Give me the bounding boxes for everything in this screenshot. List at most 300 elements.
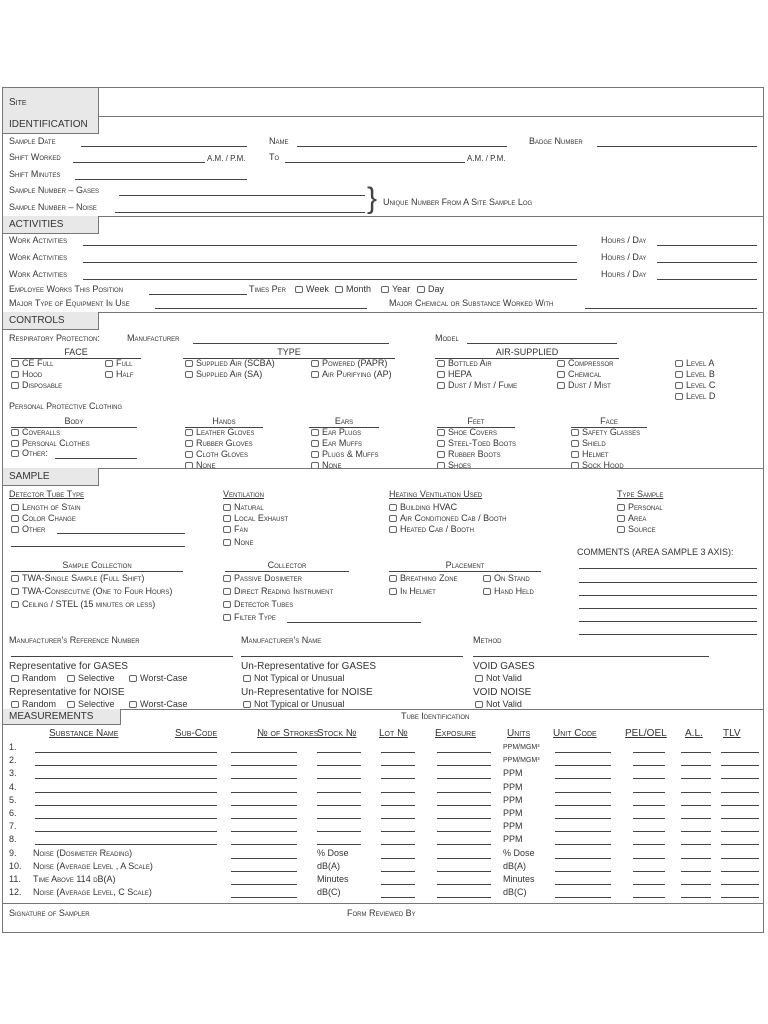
ears-option-3-label: None [322, 460, 342, 470]
work-activities-field[interactable] [83, 262, 577, 263]
checkbox-icon [675, 371, 683, 378]
name-label: Name [269, 136, 289, 146]
collection-option-1[interactable] [11, 586, 172, 597]
ventilation-option-0-label: Natural [234, 502, 264, 512]
row-field[interactable] [35, 818, 217, 819]
row-field[interactable] [633, 884, 665, 885]
row-field[interactable] [437, 871, 491, 872]
column-header-strokes: № of Strokes [257, 728, 319, 739]
checkbox-icon [11, 504, 19, 511]
level-option-3[interactable] [675, 391, 715, 402]
collector-option-1[interactable] [223, 586, 333, 597]
face-ppe-title: Face [571, 416, 647, 428]
row-number: 8. [9, 834, 17, 845]
row-field[interactable] [721, 871, 759, 872]
row-field[interactable] [721, 765, 759, 766]
hours-day-field[interactable] [657, 262, 757, 263]
checkbox-icon [185, 429, 193, 436]
row-field[interactable] [555, 752, 611, 753]
row-field[interactable] [35, 752, 217, 753]
checkbox-icon [223, 504, 231, 511]
rep-gases-random[interactable]: Random [11, 673, 56, 684]
row-field[interactable] [381, 831, 415, 832]
checkbox-icon [67, 675, 75, 682]
equipment-label: Major Type of Equipment In Use [9, 298, 130, 308]
row-field[interactable] [35, 805, 217, 806]
unrep-noise-not-typical[interactable]: Not Typical or Unusual [243, 699, 344, 710]
row-field[interactable] [231, 765, 297, 766]
placement-b-option-0-label: On Stand [494, 573, 530, 583]
detector-option-2[interactable] [11, 524, 45, 535]
feet-option-1[interactable] [437, 438, 516, 449]
row-field[interactable] [231, 871, 297, 872]
air-option-2[interactable] [437, 380, 517, 391]
type-sample-title: Type Sample [617, 489, 664, 499]
collector-option-0[interactable] [223, 573, 302, 584]
ears-option-3[interactable] [311, 460, 342, 471]
body-option-0[interactable] [11, 427, 60, 438]
void-gases-not-valid[interactable]: Not Valid [475, 673, 522, 684]
filter-type-field[interactable] [287, 622, 421, 623]
checkbox-icon [105, 360, 113, 367]
shift-minutes-field[interactable] [75, 179, 247, 180]
placement-option-0[interactable] [389, 573, 458, 584]
ventilation-option-2[interactable] [223, 524, 248, 535]
badge-number-field[interactable] [597, 146, 757, 147]
row-field[interactable] [35, 778, 217, 779]
mfr-ref-label: Manufacturer's Reference Number [9, 635, 140, 645]
rep-noise-random[interactable]: Random [11, 699, 56, 710]
column-header-exposure: Exposure [435, 728, 476, 739]
placement-option-1-label: In Helmet [400, 586, 436, 596]
row-stock-label: % Dose [317, 847, 349, 858]
row-field[interactable] [633, 778, 665, 779]
other-field[interactable] [55, 458, 137, 459]
face-ppe-option-2[interactable] [571, 449, 609, 460]
heating-option-1[interactable] [389, 513, 507, 524]
mfr-name-field[interactable] [241, 656, 463, 657]
row-field[interactable] [231, 884, 297, 885]
row-field[interactable] [633, 765, 665, 766]
air-b-option-1[interactable] [557, 369, 601, 380]
column-header-lot: Lot № [379, 728, 408, 739]
row-field[interactable] [381, 858, 415, 859]
hands-option-1[interactable] [185, 438, 253, 449]
row-field[interactable] [633, 871, 665, 872]
row-field[interactable] [35, 831, 217, 832]
placement-title: Placement [389, 560, 541, 572]
row-units: PPM/MGM³ [503, 757, 540, 765]
row-units: PPM [503, 808, 523, 818]
comment-line[interactable] [579, 634, 757, 635]
row-field[interactable] [681, 844, 711, 845]
ventilation-option-3[interactable] [223, 537, 254, 548]
work-activities-field[interactable] [83, 279, 577, 280]
air-b-option-2[interactable] [557, 380, 611, 391]
times-per-year[interactable]: Year [381, 284, 410, 295]
row-field[interactable] [437, 884, 491, 885]
row-field[interactable] [317, 818, 361, 819]
row-field[interactable] [437, 844, 491, 845]
row-field[interactable] [681, 897, 711, 898]
row-field[interactable] [437, 765, 491, 766]
row-field[interactable] [721, 844, 759, 845]
to-field[interactable] [285, 162, 465, 163]
times-per-week[interactable]: Week [295, 284, 329, 295]
face-title: FACE [11, 347, 141, 359]
row-field[interactable] [633, 897, 665, 898]
name-field[interactable] [297, 146, 507, 147]
body-title: Body [11, 416, 137, 428]
face-option-0[interactable] [11, 358, 54, 369]
row-field[interactable] [633, 844, 665, 845]
air-option-2-label: Dust / Mist / Fume [448, 380, 518, 390]
placement-option-0-label: Breathing Zone [400, 573, 458, 583]
type-sample-option-0[interactable] [617, 502, 663, 513]
collection-option-0[interactable] [11, 573, 144, 584]
row-field[interactable] [555, 818, 611, 819]
row-field[interactable] [633, 752, 665, 753]
row-field[interactable] [35, 844, 217, 845]
air-b-option-0[interactable] [557, 358, 614, 369]
placement-b-option-0[interactable] [483, 573, 530, 584]
face-option-2[interactable] [11, 380, 62, 391]
row-field[interactable] [681, 831, 711, 832]
row-field[interactable] [555, 765, 611, 766]
tube-identification-label: Tube Identification [401, 711, 470, 721]
row-field[interactable] [555, 805, 611, 806]
rep-noise-worst-case[interactable]: Worst-Case [129, 699, 187, 710]
checkbox-icon [223, 601, 231, 608]
row-field[interactable] [721, 805, 759, 806]
collector-option-2[interactable] [223, 599, 293, 610]
feet-option-0[interactable] [437, 427, 497, 438]
row-field[interactable] [437, 818, 491, 819]
row-field[interactable] [437, 752, 491, 753]
row-field[interactable] [381, 805, 415, 806]
hours-day-field[interactable] [657, 279, 757, 280]
checkbox-icon [223, 588, 231, 595]
air-option-0[interactable] [437, 358, 492, 369]
row-field[interactable] [681, 765, 711, 766]
checkbox-icon [11, 601, 19, 608]
face-option-1[interactable] [11, 369, 42, 380]
unrep-gases-not-typical[interactable]: Not Typical or Unusual [243, 673, 344, 684]
face-ppe-option-1[interactable] [571, 438, 606, 449]
badge-number-label: Badge Number [529, 136, 583, 146]
row-field[interactable] [231, 844, 297, 845]
row-number: 12. [9, 887, 22, 898]
rep-noise-selective[interactable]: Selective [67, 699, 115, 710]
air-option-1[interactable] [437, 369, 472, 380]
row-field[interactable] [381, 778, 415, 779]
void-noise-not-valid[interactable]: Not Valid [475, 699, 522, 710]
detector-option-0[interactable] [11, 502, 81, 513]
sample-date-field[interactable] [81, 146, 247, 147]
ventilation-option-3-label: None [234, 537, 254, 547]
void-gases-label: VOID GASES [473, 661, 535, 672]
hands-option-2[interactable] [185, 449, 248, 460]
detector-option-0-label: Length of Stain [22, 502, 81, 512]
row-name: Noise (Average Level , A Scale) [33, 860, 153, 871]
row-field[interactable] [381, 884, 415, 885]
ventilation-option-1[interactable] [223, 513, 288, 524]
row-field[interactable] [381, 844, 415, 845]
face-fit-option-0[interactable] [105, 358, 133, 369]
row-field[interactable] [35, 792, 217, 793]
sample-gases-label: Sample Number – Gases [9, 185, 100, 195]
row-field[interactable] [437, 897, 491, 898]
detector-other-field[interactable] [57, 533, 185, 534]
row-field[interactable] [231, 805, 297, 806]
checkbox-icon [437, 371, 445, 378]
type-option-0-label: Supplied Air (SCBA) [196, 358, 275, 368]
mfr-ref-field[interactable] [11, 656, 233, 657]
hands-option-3[interactable] [185, 460, 216, 471]
row-units: PPM/MGM³ [503, 744, 540, 751]
row-field[interactable] [231, 792, 297, 793]
row-field[interactable] [231, 818, 297, 819]
row-field[interactable] [231, 831, 297, 832]
row-field[interactable] [437, 778, 491, 779]
row-field[interactable] [681, 818, 711, 819]
checkbox-icon [11, 526, 19, 533]
detector-title: Detector Tube Type [9, 489, 85, 499]
controls-header: CONTROLS [3, 312, 99, 330]
employee-works-field[interactable] [149, 294, 247, 295]
model-field[interactable] [467, 343, 617, 344]
face-option-0-label: CE Full [22, 358, 54, 368]
row-field[interactable] [437, 792, 491, 793]
row-field[interactable] [555, 778, 611, 779]
am-pm-label: A.M. / P.M. [207, 154, 246, 163]
detector-option-1-label: Color Change [22, 513, 76, 523]
column-header-tlv: TLV [723, 728, 741, 739]
row-field[interactable] [437, 805, 491, 806]
row-units: PPM [503, 834, 523, 845]
work-activities-label: Work Activities [9, 235, 68, 245]
detector-option-1[interactable] [11, 513, 76, 524]
detector-other-field-2[interactable] [11, 546, 185, 547]
row-field[interactable] [633, 818, 665, 819]
type-b-option-0[interactable] [311, 358, 387, 369]
face-ppe-option-2-label: Helmet [582, 449, 609, 459]
comment-line[interactable] [579, 608, 757, 609]
row-stock-label: dB(C) [317, 887, 341, 898]
checkbox-icon [437, 360, 445, 367]
row-field[interactable] [35, 765, 217, 766]
row-field[interactable] [231, 778, 297, 779]
checkbox-icon [557, 382, 565, 389]
other-option[interactable]: Other: [11, 448, 48, 459]
feet-option-2[interactable] [437, 449, 501, 460]
type-sample-option-0-label: Personal [628, 502, 663, 512]
row-field[interactable] [721, 831, 759, 832]
ventilation-title: Ventilation [223, 489, 264, 499]
row-field[interactable] [721, 818, 759, 819]
checkbox-icon [223, 575, 231, 582]
hands-option-1-label: Rubber Gloves [196, 438, 253, 448]
row-field[interactable] [437, 858, 491, 859]
ears-option-2[interactable] [311, 449, 379, 460]
checkbox-icon [675, 393, 683, 400]
row-field[interactable] [681, 752, 711, 753]
heating-option-0[interactable] [389, 502, 457, 513]
row-units: dB(A) [503, 860, 527, 871]
level-option-2[interactable] [675, 380, 715, 391]
checkbox-icon [617, 504, 625, 511]
hours-day-field[interactable] [657, 245, 757, 246]
type-sample-option-1[interactable] [617, 513, 646, 524]
row-field[interactable] [317, 844, 361, 845]
work-activities-field[interactable] [83, 245, 577, 246]
heating-option-2[interactable] [389, 524, 474, 535]
am-pm-label-2: A.M. / P.M. [467, 154, 506, 163]
rep-gases-worst-case[interactable]: Worst-Case [129, 673, 187, 684]
checkbox-icon [11, 588, 19, 595]
row-field[interactable] [721, 858, 759, 859]
hands-option-0[interactable] [185, 427, 254, 438]
row-field[interactable] [381, 765, 415, 766]
row-field[interactable] [721, 752, 759, 753]
row-field[interactable] [681, 871, 711, 872]
row-field[interactable] [681, 884, 711, 885]
ears-option-1[interactable] [311, 438, 362, 449]
row-units: % Dose [503, 847, 535, 858]
ventilation-option-0[interactable] [223, 502, 264, 513]
level-option-2-label: Level C [686, 380, 716, 390]
row-field[interactable] [721, 778, 759, 779]
row-field[interactable] [317, 831, 361, 832]
row-field[interactable] [381, 897, 415, 898]
row-field[interactable] [231, 897, 297, 898]
row-field[interactable] [317, 778, 361, 779]
type-b-option-1[interactable] [311, 369, 392, 380]
sample-gases-field[interactable] [119, 195, 365, 196]
site-label: Site [3, 88, 99, 117]
shift-worked-field[interactable] [73, 162, 205, 163]
checkbox-icon [571, 440, 579, 447]
row-field[interactable] [555, 871, 611, 872]
collection-option-2[interactable] [11, 599, 155, 610]
row-field[interactable] [681, 805, 711, 806]
row-field[interactable] [317, 752, 361, 753]
sample-noise-label: Sample Number – Noise [9, 202, 97, 212]
work-activities-label: Work Activities [9, 252, 68, 262]
rep-gases-label: Representative for GASES [9, 661, 128, 672]
row-field[interactable] [633, 858, 665, 859]
type-option-1[interactable] [185, 369, 262, 380]
ppc-label: Personal Protective Clothing [9, 401, 123, 411]
row-field[interactable] [231, 752, 297, 753]
equipment-field[interactable] [155, 308, 367, 309]
comment-line[interactable] [579, 568, 757, 569]
row-field[interactable] [231, 858, 297, 859]
row-field[interactable] [681, 858, 711, 859]
row-field[interactable] [721, 897, 759, 898]
row-field[interactable] [555, 858, 611, 859]
reviewed-label: Form Reviewed By [347, 908, 416, 918]
checkbox-icon [11, 450, 19, 457]
row-field[interactable] [555, 897, 611, 898]
column-header-substance: Substance Name [49, 728, 119, 739]
checkbox-icon [389, 575, 397, 582]
row-field[interactable] [381, 792, 415, 793]
comment-line[interactable] [579, 595, 757, 596]
checkbox-icon [557, 360, 565, 367]
checkbox-icon [557, 371, 565, 378]
row-field[interactable] [381, 871, 415, 872]
rep-gases-selective[interactable]: Selective [67, 673, 115, 684]
checkbox-icon [295, 286, 303, 293]
row-field[interactable] [317, 765, 361, 766]
method-field[interactable] [473, 656, 709, 657]
row-field[interactable] [633, 792, 665, 793]
checkbox-icon [223, 539, 231, 546]
checkbox-icon [185, 371, 193, 378]
row-field[interactable] [555, 792, 611, 793]
level-option-0[interactable] [675, 358, 714, 369]
row-field[interactable] [681, 778, 711, 779]
collector-option-2-label: Detector Tubes [234, 599, 294, 609]
collector-option-0-label: Passive Dosimeter [234, 573, 303, 583]
checkbox-icon [11, 371, 19, 378]
air-b-option-2-label: Dust / Mist [568, 380, 611, 390]
row-field[interactable] [721, 792, 759, 793]
times-per-month[interactable]: Month [335, 284, 371, 295]
collector-option-3[interactable] [223, 612, 276, 623]
checkbox-icon [223, 526, 231, 533]
type-sample-option-2[interactable] [617, 524, 656, 535]
sample-noise-field[interactable] [115, 212, 365, 213]
level-option-1[interactable] [675, 369, 715, 380]
times-per-day[interactable]: Day [417, 284, 444, 295]
face-fit-option-1[interactable] [105, 369, 134, 380]
shift-worked-label: Shift Worked [9, 152, 61, 162]
feet-option-3[interactable] [437, 460, 471, 471]
row-field[interactable] [381, 818, 415, 819]
row-field[interactable] [633, 831, 665, 832]
row-units: PPM [503, 768, 523, 779]
face-ppe-option-3[interactable] [571, 460, 624, 471]
row-field[interactable] [381, 752, 415, 753]
chemical-field[interactable] [585, 308, 757, 309]
row-field[interactable] [317, 792, 361, 793]
feet-title: Feet [437, 416, 515, 428]
checkbox-icon [335, 286, 343, 293]
row-field[interactable] [721, 884, 759, 885]
row-field[interactable] [681, 792, 711, 793]
face-option-2-label: Disposable [22, 380, 63, 390]
comment-line[interactable] [579, 621, 757, 622]
placement-option-1[interactable] [389, 586, 436, 597]
manufacturer-field[interactable] [193, 343, 389, 344]
face-ppe-option-0[interactable] [571, 427, 640, 438]
row-field[interactable] [555, 884, 611, 885]
hands-option-0-label: Leather Gloves [196, 427, 255, 437]
placement-b-option-1[interactable] [483, 586, 534, 597]
row-field[interactable] [555, 844, 611, 845]
row-field[interactable] [317, 805, 361, 806]
row-field[interactable] [555, 831, 611, 832]
row-field[interactable] [437, 831, 491, 832]
type-option-0[interactable] [185, 358, 275, 369]
row-units: Minutes [503, 874, 535, 884]
comment-line[interactable] [579, 582, 757, 583]
row-field[interactable] [633, 805, 665, 806]
ears-option-0[interactable] [311, 427, 361, 438]
sample-collection-title: Sample Collection [11, 560, 183, 572]
